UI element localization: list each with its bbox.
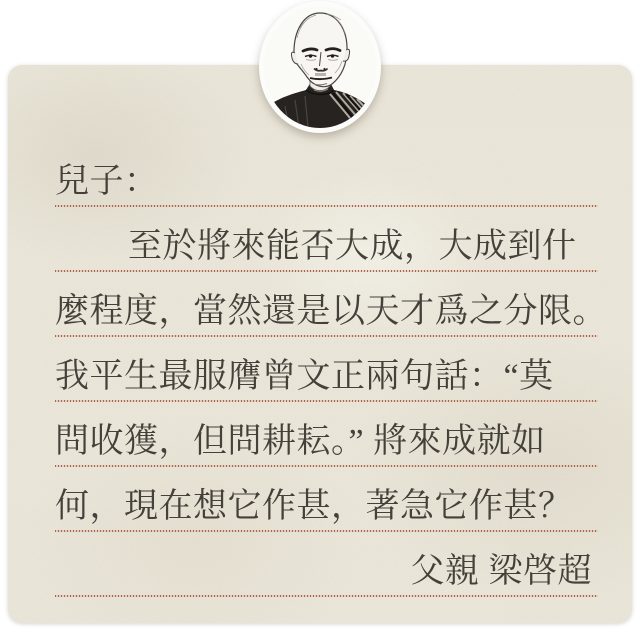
letter-line: [55, 207, 598, 272]
portrait-engraving-image: [264, 6, 376, 128]
letter-line-text: 問收獲，但問耕耘。” 將來成就如: [55, 423, 546, 461]
letter-line: [55, 402, 598, 467]
letter-body: [55, 142, 607, 597]
letter-line-text: 何，現在想它作甚，著急它作甚？: [55, 488, 573, 526]
letter-card: [8, 65, 632, 623]
letter-line-text: 至於將來能否大成，大成到什: [128, 228, 577, 266]
liang-qichao-portrait: [259, 1, 381, 133]
letter-line: [55, 467, 598, 532]
letter-salutation: [55, 142, 598, 207]
letter-line-text: 我平生最服膺曾文正兩句話：“莫: [55, 358, 554, 396]
letter-line-text: 兒子：: [55, 163, 159, 201]
letter-signature: [55, 532, 598, 597]
letter-line: [55, 272, 607, 337]
letter-line-text: 麼程度，當然還是以天才爲之分限。: [55, 293, 607, 331]
letter-line: [55, 337, 598, 402]
letter-line-text: 父親 梁啓超: [410, 553, 592, 591]
